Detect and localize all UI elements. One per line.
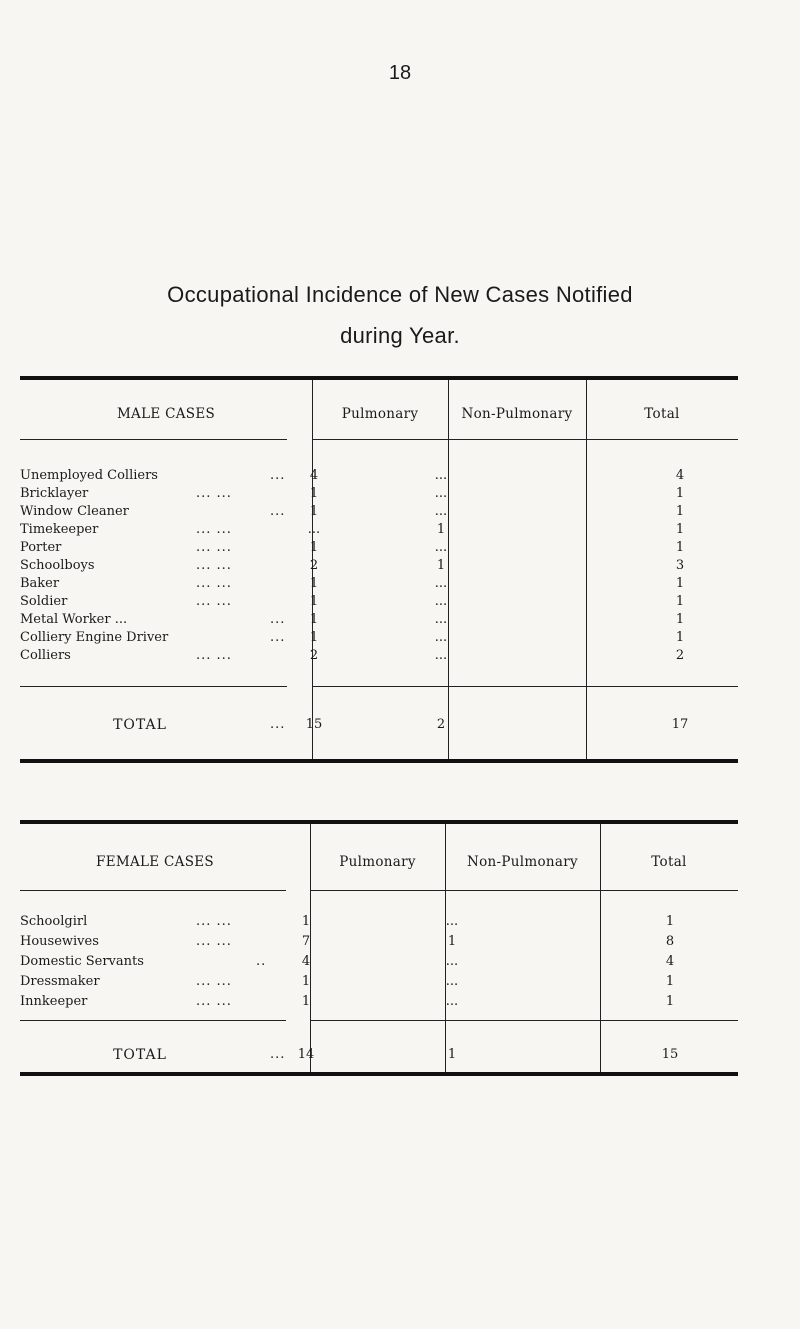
pulmonary-value: 1: [309, 576, 319, 591]
header-underline: [20, 890, 286, 891]
leader-dots: ...: [270, 504, 286, 519]
table-row: [20, 954, 738, 970]
header-non-pulmonary: Non-Pulmonary: [461, 406, 573, 422]
header-underline: [20, 439, 287, 440]
non-pulmonary-value: ...: [445, 974, 459, 989]
total-label: TOTAL: [113, 717, 167, 733]
occupation-label: Window Cleaner: [20, 504, 129, 519]
non-pulmonary-value: ...: [434, 612, 448, 627]
total-row: [20, 1047, 738, 1063]
table-row: [20, 934, 738, 950]
occupation-label: Colliers: [20, 648, 71, 663]
header-underline: [310, 890, 445, 891]
total-rule: [20, 686, 287, 687]
header-total: Total: [644, 406, 680, 422]
non-pulmonary-value: ...: [434, 540, 448, 555]
table-row: [20, 486, 738, 502]
table-row: [20, 468, 738, 484]
table-top-rule: [20, 820, 738, 824]
header-total: Total: [651, 854, 687, 870]
total-value: 1: [675, 630, 685, 645]
leader-dots: ...: [270, 612, 286, 627]
page-title: Occupational Incidence of New Cases Notified: [167, 282, 633, 307]
pulmonary-value: 1: [309, 630, 319, 645]
pulmonary-value: 1: [309, 486, 319, 501]
header-underline: [600, 890, 738, 891]
total-value: 3: [675, 558, 685, 573]
occupation-label: Domestic Servants: [20, 954, 144, 969]
leader-dots: ... ...: [196, 558, 232, 573]
occupation-label: Timekeeper: [20, 522, 99, 537]
total-rule: [312, 686, 448, 687]
header-female-cases: FEMALE CASES: [96, 854, 214, 870]
leader-dots: ... ...: [196, 994, 232, 1009]
table-row: [20, 558, 738, 574]
total-value: 1: [675, 522, 685, 537]
occupation-label: Metal Worker ...: [20, 612, 128, 627]
leader-dots: ... ...: [196, 576, 232, 591]
occupation-label: Schoolboys: [20, 558, 95, 573]
total-row: [20, 717, 738, 733]
pulmonary-total: 15: [305, 717, 323, 732]
total-value: 1: [665, 974, 675, 989]
pulmonary-value: 1: [309, 540, 319, 555]
non-pulmonary-value: ...: [445, 994, 459, 1009]
pulmonary-value: 1: [309, 594, 319, 609]
pulmonary-value: 2: [309, 558, 319, 573]
leader-dots: ... ...: [196, 594, 232, 609]
occupation-label: Innkeeper: [20, 994, 88, 1009]
leader-dots: ...: [270, 630, 286, 645]
leader-dots: ... ...: [196, 540, 232, 555]
table-bottom-rule: [20, 759, 738, 763]
non-pulmonary-value: ...: [434, 594, 448, 609]
total-value: 1: [675, 486, 685, 501]
leader-dots: ...: [270, 717, 286, 732]
header-non-pulmonary: Non-Pulmonary: [467, 854, 578, 870]
total-rule: [586, 686, 738, 687]
pulmonary-value: ...: [307, 522, 321, 537]
header-underline: [312, 439, 448, 440]
occupation-label: Colliery Engine Driver: [20, 630, 169, 645]
occupation-label: Soldier: [20, 594, 68, 609]
header-male-cases: MALE CASES: [116, 406, 216, 422]
table-row: [20, 540, 738, 556]
non-pulmonary-value: 1: [447, 934, 457, 949]
pulmonary-value: 4: [301, 954, 311, 969]
table-bottom-rule: [20, 1072, 738, 1076]
total-value: 8: [665, 934, 675, 949]
table-row: [20, 974, 738, 990]
leader-dots: ... ...: [196, 486, 232, 501]
leader-dots: ... ...: [196, 974, 232, 989]
leader-dots: ... ...: [196, 934, 232, 949]
pulmonary-value: 4: [309, 468, 319, 483]
total-rule: [448, 686, 586, 687]
leader-dots: ... ...: [196, 648, 232, 663]
header-underline: [445, 890, 600, 891]
total-rule: [310, 1020, 445, 1021]
total-label: TOTAL: [113, 1047, 167, 1063]
total-value: 1: [665, 994, 675, 1009]
table-row: [20, 576, 738, 592]
leader-dots: ..: [256, 954, 267, 969]
pulmonary-value: 2: [309, 648, 319, 663]
total-value: 2: [675, 648, 685, 663]
non-pulmonary-value: ...: [434, 576, 448, 591]
header-underline: [586, 439, 738, 440]
grand-total: 15: [661, 1047, 679, 1062]
leader-dots: ...: [270, 468, 286, 483]
total-rule: [600, 1020, 738, 1021]
table-row: [20, 504, 738, 520]
page-number: 18: [388, 62, 412, 84]
non-pulmonary-value: ...: [445, 954, 459, 969]
header-underline: [448, 439, 586, 440]
non-pulmonary-total: 1: [447, 1047, 457, 1062]
non-pulmonary-value: 1: [436, 522, 446, 537]
total-value: 1: [675, 612, 685, 627]
header-pulmonary: Pulmonary: [339, 854, 416, 870]
occupation-label: Housewives: [20, 934, 99, 949]
table-row: [20, 594, 738, 610]
non-pulmonary-value: ...: [445, 914, 459, 929]
occupation-label: Porter: [20, 540, 62, 555]
non-pulmonary-value: ...: [434, 486, 448, 501]
page-subtitle: during Year.: [340, 323, 460, 348]
leader-dots: ... ...: [196, 914, 232, 929]
pulmonary-value: 1: [301, 994, 311, 1009]
total-value: 4: [675, 468, 685, 483]
leader-dots: ... ...: [196, 522, 232, 537]
occupation-label: Baker: [20, 576, 60, 591]
occupation-label: Schoolgirl: [20, 914, 88, 929]
pulmonary-value: 1: [309, 612, 319, 627]
total-value: 1: [675, 540, 685, 555]
pulmonary-value: 1: [309, 504, 319, 519]
table-row: [20, 522, 738, 538]
table-row: [20, 648, 738, 664]
non-pulmonary-value: ...: [434, 630, 448, 645]
male-cases-table: [20, 376, 738, 762]
pulmonary-value: 1: [301, 914, 311, 929]
pulmonary-total: 14: [297, 1047, 315, 1062]
total-rule: [20, 1020, 286, 1021]
total-value: 1: [675, 504, 685, 519]
non-pulmonary-value: 1: [436, 558, 446, 573]
table-row: [20, 914, 738, 930]
occupation-label: Unemployed Colliers: [20, 468, 158, 483]
pulmonary-value: 7: [301, 934, 311, 949]
pulmonary-value: 1: [301, 974, 311, 989]
total-value: 1: [665, 914, 675, 929]
table-row: [20, 994, 738, 1010]
table-top-rule: [20, 376, 738, 380]
occupation-label: Bricklayer: [20, 486, 89, 501]
non-pulmonary-value: ...: [434, 468, 448, 483]
table-row: [20, 612, 738, 628]
total-value: 1: [675, 594, 685, 609]
female-cases-table: [20, 820, 738, 1076]
total-value: 4: [665, 954, 675, 969]
total-rule: [445, 1020, 600, 1021]
non-pulmonary-value: ...: [434, 504, 448, 519]
total-value: 1: [675, 576, 685, 591]
table-row: [20, 630, 738, 646]
non-pulmonary-total: 2: [436, 717, 446, 732]
non-pulmonary-value: ...: [434, 648, 448, 663]
grand-total: 17: [671, 717, 689, 732]
leader-dots: ...: [270, 1047, 286, 1062]
header-pulmonary: Pulmonary: [341, 406, 419, 422]
occupation-label: Dressmaker: [20, 974, 100, 989]
